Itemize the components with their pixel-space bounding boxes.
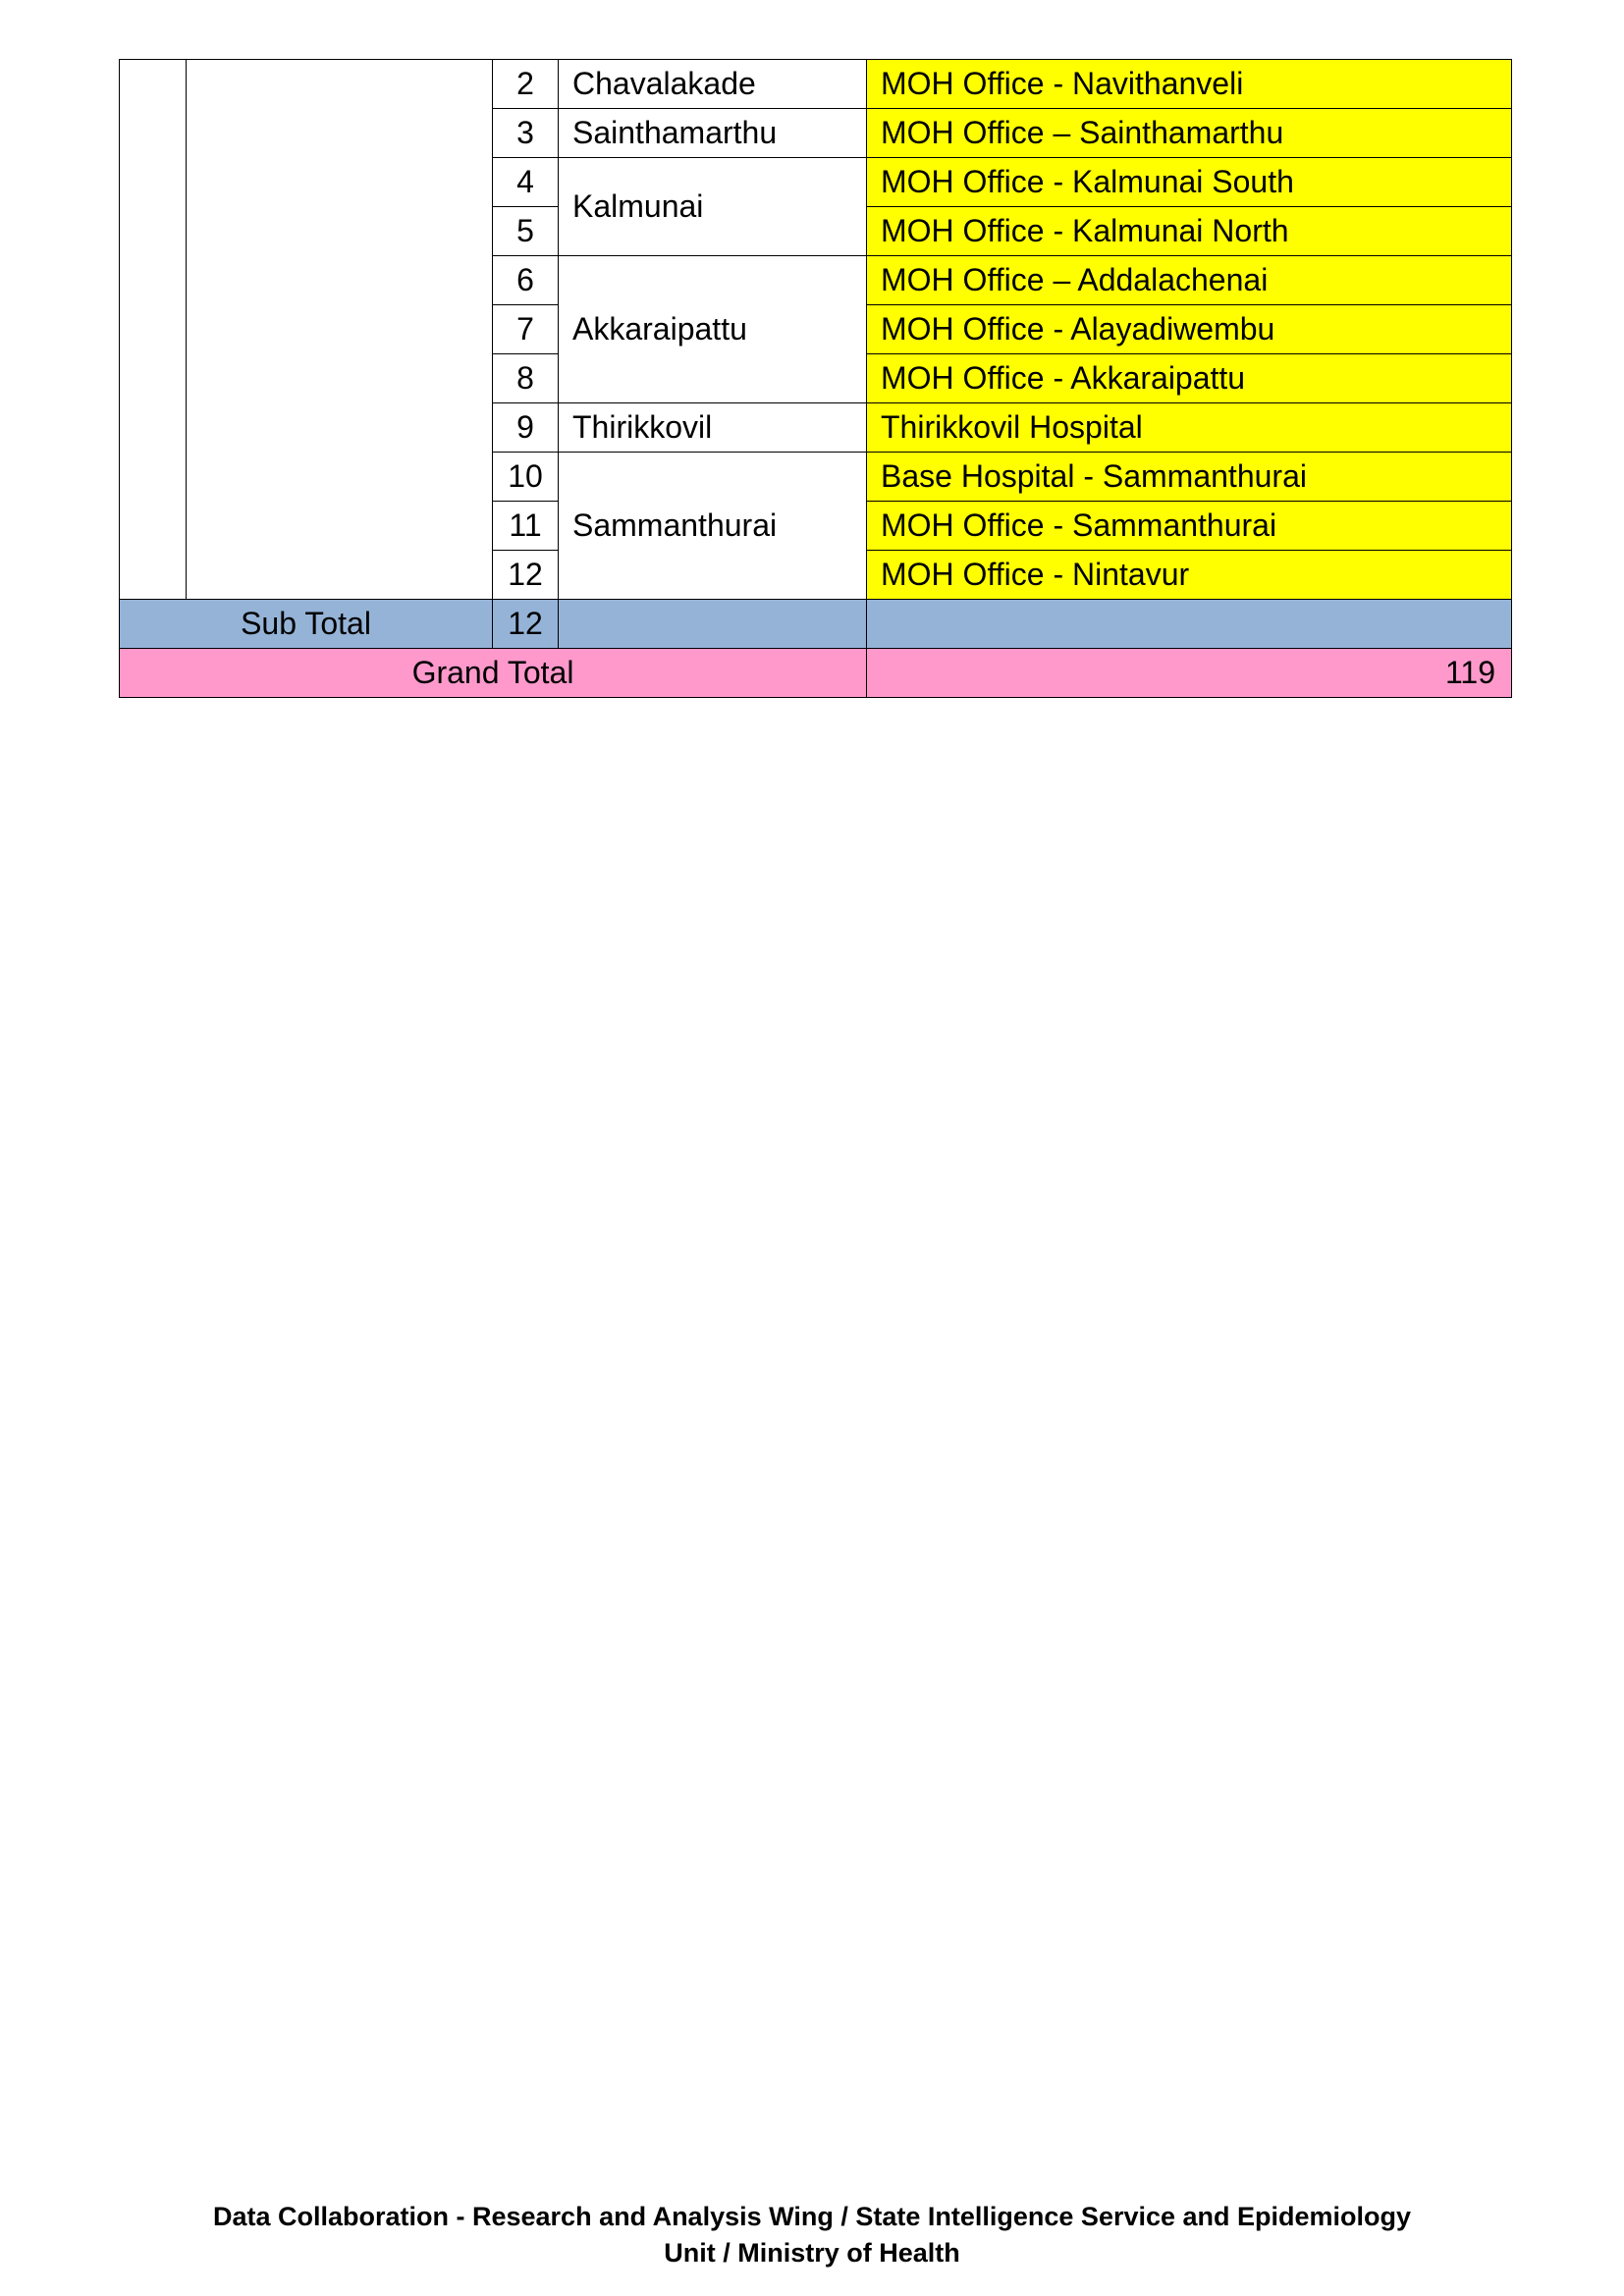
center-cell: MOH Office - Navithanveli: [867, 60, 1512, 109]
row-number: 9: [493, 403, 559, 453]
vaccination-centers-table: [119, 59, 1512, 698]
center-cell: MOH Office - Nintavur: [867, 551, 1512, 600]
center-cell: Base Hospital - Sammanthurai: [867, 453, 1512, 502]
center-cell: MOH Office - Alayadiwembu: [867, 305, 1512, 354]
row-number: 7: [493, 305, 559, 354]
row-number: 11: [493, 502, 559, 551]
area-cell: Sainthamarthu: [559, 109, 867, 158]
grand-total-label: Grand Total: [120, 649, 867, 698]
center-cell: Thirikkovil Hospital: [867, 403, 1512, 453]
sub-total-blank-cell: [559, 600, 867, 649]
area-cell: Chavalakade: [559, 60, 867, 109]
center-cell: MOH Office – Sainthamarthu: [867, 109, 1512, 158]
sub-total-label: Sub Total: [120, 600, 493, 649]
row-number: 8: [493, 354, 559, 403]
row-number: 4: [493, 158, 559, 207]
sub-total-value: 12: [493, 600, 559, 649]
area-cell: Sammanthurai: [559, 453, 867, 600]
sub-total-blank-cell: [867, 600, 1512, 649]
grand-total-value: 119: [867, 649, 1512, 698]
province-cell: [120, 60, 187, 600]
row-number: 10: [493, 453, 559, 502]
page-footer: [0, 2199, 1624, 2271]
area-cell: Kalmunai: [559, 158, 867, 256]
center-cell: MOH Office – Addalachenai: [867, 256, 1512, 305]
area-cell: Akkaraipattu: [559, 256, 867, 403]
center-cell: MOH Office - Akkaraipattu: [867, 354, 1512, 403]
row-number: 6: [493, 256, 559, 305]
grand-total-row: [120, 649, 1512, 698]
center-cell: MOH Office - Sammanthurai: [867, 502, 1512, 551]
table-row: [120, 60, 1512, 109]
center-cell: MOH Office - Kalmunai South: [867, 158, 1512, 207]
row-number: 3: [493, 109, 559, 158]
center-cell: MOH Office - Kalmunai North: [867, 207, 1512, 256]
row-number: 2: [493, 60, 559, 109]
row-number: 5: [493, 207, 559, 256]
footer-line: Data Collaboration - Research and Analysis Wing / State Intelligence Service and Epidemiology: [212, 2202, 1412, 2231]
row-number: 12: [493, 551, 559, 600]
sub-total-row: [120, 600, 1512, 649]
footer-line: Unit / Ministry of Health: [664, 2238, 960, 2268]
district-cell: [187, 60, 493, 600]
area-cell: Thirikkovil: [559, 403, 867, 453]
